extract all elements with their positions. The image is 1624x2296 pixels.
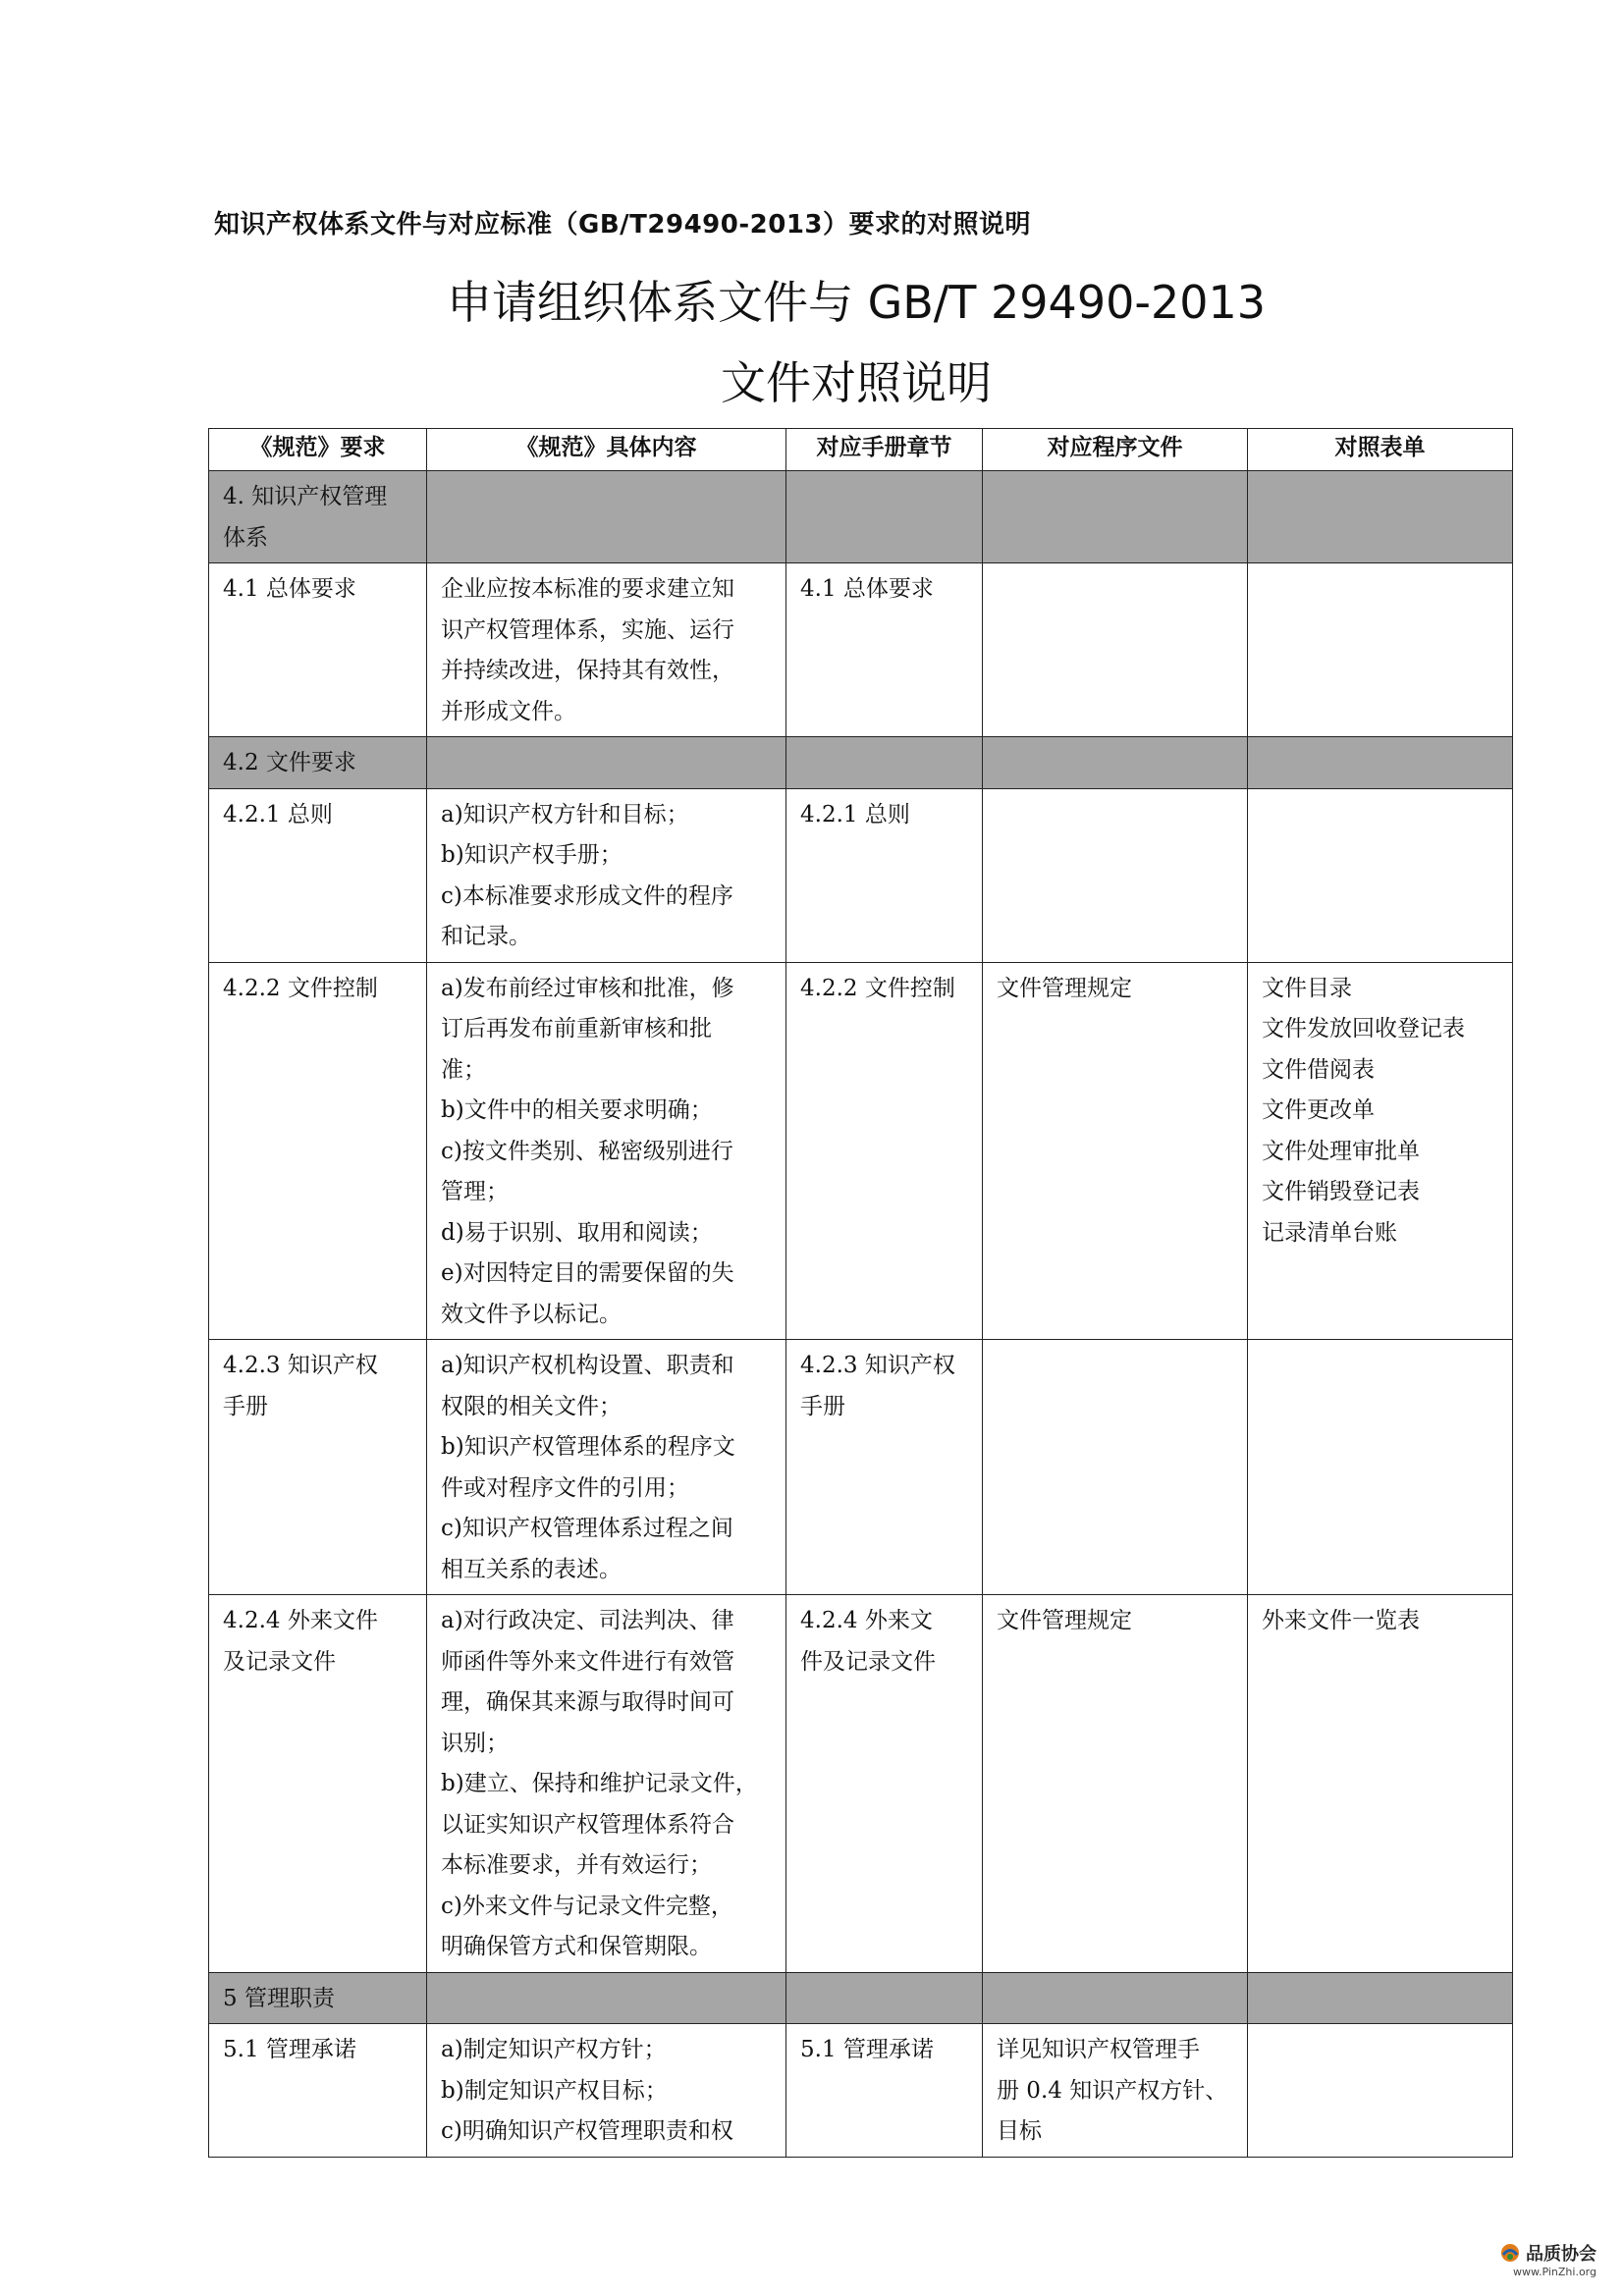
cell-line: 文件管理规定 (997, 1608, 1132, 1633)
cell-forms (1248, 737, 1513, 789)
cell-manual-section (786, 788, 983, 962)
cell-line: e)对因特定目的需要保留的失 (441, 1260, 734, 1286)
cell-line: 4.2.4 外来文件 (223, 1608, 378, 1633)
cell-line: 和记录。 (441, 924, 531, 949)
cell-procedure (983, 1340, 1248, 1595)
cell-line: 文件处理审批单 (1262, 1138, 1420, 1164)
cell-line: 明确保管方式和保管期限。 (441, 1934, 712, 1959)
cell-line: a)发布前经过审核和批准，修 (441, 975, 734, 1001)
cell-content (427, 2024, 786, 2158)
cell-manual-section (786, 2024, 983, 2158)
header-forms: 对照表单 (1248, 429, 1513, 471)
cell-line: 准； (441, 1056, 486, 1083)
cell-line: 外来文件一览表 (1262, 1608, 1420, 1633)
cell-requirement (209, 788, 427, 962)
cell-line: 4.2.1 总则 (800, 801, 910, 828)
cell-content (427, 1972, 786, 2024)
cell-line: 权限的相关文件； (441, 1393, 622, 1419)
cell-line: 文件更改单 (1262, 1097, 1375, 1123)
cell-forms (1248, 962, 1513, 1340)
cell-line: 4.1 总体要求 (223, 576, 356, 602)
table-row (209, 563, 1513, 737)
cell-line: 4.2.2 文件控制 (223, 975, 378, 1001)
cell-forms (1248, 788, 1513, 962)
cell-content (427, 563, 786, 737)
section-row (209, 1972, 1513, 2024)
table-row (209, 962, 1513, 1340)
cell-manual-section (786, 1972, 983, 2024)
cell-line: 相互关系的表述。 (441, 1556, 622, 1582)
cell-line: a)对行政决定、司法判决、律 (441, 1608, 734, 1633)
cell-line: 手册 (800, 1393, 845, 1419)
cell-forms (1248, 471, 1513, 563)
cell-line: 4.1 总体要求 (800, 576, 934, 602)
cell-content (427, 737, 786, 789)
cell-line: 文件目录 (1262, 975, 1352, 1001)
cell-line: 册 0.4 知识产权方针、 (997, 2077, 1228, 2104)
table-row (209, 2024, 1513, 2158)
cell-line: b)建立、保持和维护记录文件， (441, 1771, 758, 1796)
table-body (209, 471, 1513, 2158)
document-caption: 知识产权体系文件与对应标准（GB/T29490-2013）要求的对照说明 (214, 210, 1031, 240)
cell-line: c)本标准要求形成文件的程序 (441, 882, 733, 909)
cell-line: 4. 知识产权管理 (223, 484, 388, 509)
table-row (209, 1340, 1513, 1595)
cell-line: 企业应按本标准的要求建立知 (441, 576, 734, 602)
table-row (209, 788, 1513, 962)
document-title-line1: 申请组织体系文件与 GB/T 29490-2013 (446, 276, 1267, 329)
cell-line: 4.2 文件要求 (223, 750, 356, 775)
cell-procedure (983, 1972, 1248, 2024)
cell-manual-section (786, 471, 983, 563)
cell-manual-section (786, 737, 983, 789)
cell-line: 5 管理职责 (223, 1985, 335, 2011)
cell-requirement (209, 471, 427, 563)
cell-line: a)知识产权方针和目标； (441, 801, 689, 828)
cell-forms (1248, 2024, 1513, 2158)
cell-requirement (209, 1340, 427, 1595)
cell-line: b)知识产权管理体系的程序文 (441, 1434, 735, 1460)
cell-forms (1248, 1340, 1513, 1595)
cell-content (427, 471, 786, 563)
header-manual-section: 对应手册章节 (786, 429, 983, 471)
cell-line: 识别； (441, 1730, 509, 1756)
cell-requirement (209, 1972, 427, 2024)
cell-line: 目标 (997, 2118, 1042, 2144)
watermark (1499, 2240, 1597, 2278)
cell-content (427, 788, 786, 962)
cell-line: 详见知识产权管理手 (997, 2037, 1200, 2062)
cell-line: 理，确保其来源与取得时间可 (441, 1689, 734, 1715)
cell-line: a)制定知识产权方针； (441, 2037, 667, 2062)
cell-line: 4.2.3 知识产权 (223, 1353, 378, 1378)
cell-content (427, 962, 786, 1340)
cell-forms (1248, 1972, 1513, 2024)
cell-line: 5.1 管理承诺 (223, 2037, 356, 2062)
cell-line: 4.2.3 知识产权 (800, 1353, 955, 1378)
cell-line: c)知识产权管理体系过程之间 (441, 1516, 733, 1541)
header-content: 《规范》具体内容 (427, 429, 786, 471)
cell-line: 体系 (223, 524, 268, 551)
cell-manual-section (786, 563, 983, 737)
cell-line: 订后再发布前重新审核和批 (441, 1016, 712, 1041)
cell-line: 4.2.2 文件控制 (800, 975, 955, 1001)
cell-line: c)外来文件与记录文件完整， (441, 1893, 733, 1919)
section-row (209, 737, 1513, 789)
cell-line: 本标准要求，并有效运行； (441, 1852, 712, 1878)
cell-line: c)按文件类别、秘密级别进行 (441, 1138, 733, 1164)
cell-line: 以证实知识产权管理体系符合 (441, 1811, 734, 1838)
cell-line: 4.2.4 外来文 (800, 1608, 933, 1633)
cell-line: c)明确知识产权管理职责和权 (441, 2118, 733, 2144)
document-title-line2: 文件对照说明 (721, 356, 992, 409)
cell-procedure (983, 962, 1248, 1340)
cell-line: 管理； (441, 1179, 509, 1204)
cell-requirement (209, 737, 427, 789)
cell-line: b)文件中的相关要求明确； (441, 1097, 713, 1123)
cell-line: d)易于识别、取用和阅读； (441, 1219, 713, 1246)
pinzhi-logo-icon (1499, 2242, 1521, 2264)
table-row (209, 1595, 1513, 1973)
watermark-url: www.PinZhi.org (1513, 2266, 1597, 2278)
cell-line: 记录清单台账 (1262, 1219, 1397, 1246)
cell-line: 文件销毁登记表 (1262, 1179, 1420, 1204)
header-requirement: 《规范》要求 (209, 429, 427, 471)
cell-manual-section (786, 962, 983, 1340)
cell-line: 手册 (223, 1393, 268, 1419)
cell-line: b)知识产权手册； (441, 842, 623, 868)
cell-procedure (983, 788, 1248, 962)
cell-line: 文件发放回收登记表 (1262, 1016, 1465, 1041)
cell-line: 文件借阅表 (1262, 1056, 1375, 1083)
cell-line: a)知识产权机构设置、职责和 (441, 1353, 734, 1378)
cell-manual-section (786, 1340, 983, 1595)
cell-content (427, 1595, 786, 1973)
cell-line: 师函件等外来文件进行有效管 (441, 1648, 734, 1675)
cell-line: 识产权管理体系，实施、运行 (441, 616, 734, 643)
cell-procedure (983, 563, 1248, 737)
cell-line: 件及记录文件 (800, 1648, 936, 1675)
cell-line: 效文件予以标记。 (441, 1301, 622, 1327)
cell-manual-section (786, 1595, 983, 1973)
cell-forms (1248, 563, 1513, 737)
cell-line: 文件管理规定 (997, 975, 1132, 1001)
cell-line: 并持续改进，保持其有效性， (441, 658, 734, 683)
cell-requirement (209, 563, 427, 737)
cell-line: 并形成文件。 (441, 698, 576, 724)
cell-line: 4.2.1 总则 (223, 801, 333, 828)
cell-line: 及记录文件 (223, 1648, 336, 1675)
table-header-row (209, 429, 1513, 471)
cell-procedure (983, 471, 1248, 563)
section-row (209, 471, 1513, 563)
header-procedure: 对应程序文件 (983, 429, 1248, 471)
cell-line: 5.1 管理承诺 (800, 2037, 934, 2062)
cell-procedure (983, 1595, 1248, 1973)
comparison-table (208, 428, 1513, 2158)
cell-line: b)制定知识产权目标； (441, 2077, 668, 2104)
cell-procedure (983, 2024, 1248, 2158)
cell-requirement (209, 962, 427, 1340)
cell-requirement (209, 2024, 427, 2158)
cell-forms (1248, 1595, 1513, 1973)
cell-content (427, 1340, 786, 1595)
cell-line: 件或对程序文件的引用； (441, 1474, 689, 1501)
watermark-name: 品质协会 (1526, 2244, 1597, 2265)
cell-procedure (983, 737, 1248, 789)
cell-requirement (209, 1595, 427, 1973)
